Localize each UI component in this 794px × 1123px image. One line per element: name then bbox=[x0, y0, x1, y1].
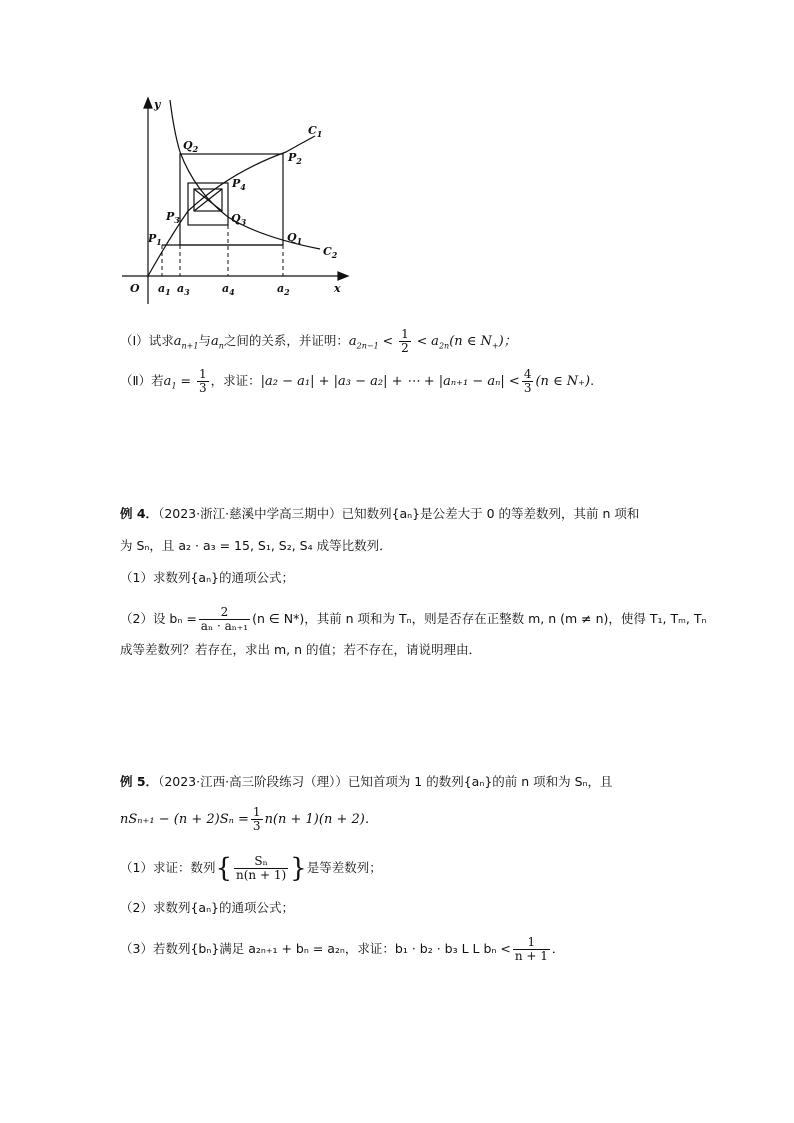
label-c1: $C_1$ bbox=[308, 124, 323, 139]
part2-text-a: 若 bbox=[151, 373, 164, 389]
label-a1: $a_1$ bbox=[158, 282, 171, 297]
part1-label: （Ⅰ） bbox=[120, 333, 149, 349]
label-p1: $P_1$ bbox=[148, 232, 162, 247]
label-a4: $a_4$ bbox=[222, 282, 235, 297]
problem5-line1 bbox=[120, 776, 613, 789]
bound-fraction: $\frac{4}{3}$ bbox=[523, 367, 532, 396]
problem3-part2 bbox=[120, 368, 594, 395]
part1-an1: $a_{n+1}$ bbox=[173, 334, 199, 351]
part1-an: $a_n$ bbox=[210, 334, 224, 351]
problem5-recurrence-rhs: n(n + 1)(n + 2)． bbox=[264, 812, 378, 828]
label-y: y bbox=[154, 98, 161, 111]
label-p4: $P_4$ bbox=[232, 177, 246, 192]
label-a2: $a_2$ bbox=[277, 282, 290, 297]
problem5-q1 bbox=[120, 855, 382, 882]
problem5-third-fraction: $\frac{1}{3}$ bbox=[252, 805, 261, 834]
part2-text-b: ，求证： bbox=[210, 373, 261, 389]
problem5-q3-a: （3）若数列{bₙ}满足 a₂ₙ₊₁ + bₙ = a₂ₙ，求证：b₁ · b₂ · b₃ L L bₙ < bbox=[120, 941, 511, 957]
problem5-q1-b: 是等差数列； bbox=[306, 860, 382, 876]
problem5-text1: （2023·江西·高三阶段练习（理））已知首项为 1 的数列{aₙ}的前 n 项和为 Sₙ，且 bbox=[158, 774, 613, 789]
problem4-q1: （1）求数列{aₙ}的通项公式； bbox=[120, 570, 294, 585]
label-p3: $P_3$ bbox=[166, 210, 180, 225]
part2-end: . bbox=[590, 373, 595, 389]
cobweb-figure bbox=[110, 92, 360, 307]
part2-label: （Ⅱ） bbox=[120, 373, 152, 389]
problem4-line1 bbox=[120, 508, 639, 521]
problem5-bound-fraction: $\frac{1}{n + 1}$ bbox=[514, 935, 548, 964]
problem4-q2-cont: 成等差数列？若存在，求出 m, n 的值；若不存在，请说明理由． bbox=[120, 642, 481, 657]
problem5-line2 bbox=[120, 806, 378, 833]
problem5-q1-a: （1）求证：数列 bbox=[120, 860, 216, 876]
part2-cond: (n ∈ N₊) bbox=[535, 374, 591, 390]
part1-ineq-left: $a_{2n-1}$ bbox=[348, 334, 379, 351]
part1-lt2: < bbox=[412, 333, 432, 349]
label-p2: $P_2$ bbox=[288, 151, 302, 166]
label-q1: $Q_1$ bbox=[287, 231, 303, 246]
third-fraction: $\frac{1}{3}$ bbox=[198, 367, 207, 396]
problem4-label: 例 4． bbox=[120, 506, 159, 521]
label-a3: $a_3$ bbox=[177, 282, 190, 297]
label-x: x bbox=[334, 282, 341, 295]
part1-lt1: < bbox=[378, 333, 398, 349]
problem5-q2: （2）求数列{aₙ}的通项公式； bbox=[120, 900, 294, 915]
problem4-q2-a: （2）设 bₙ = bbox=[120, 611, 197, 627]
part2-a1: $a_1$ bbox=[163, 374, 177, 391]
part2-sum: |a₂ − a₁| + |a₃ − a₂| + ⋯ + |aₙ₊₁ − aₙ| < bbox=[260, 374, 520, 390]
y-axis-arrow bbox=[144, 98, 152, 108]
part1-ineq-right: $a_{2n}$ bbox=[431, 334, 450, 351]
problem5-recurrence: nSₙ₊₁ − (n + 2)Sₙ = bbox=[120, 812, 249, 828]
problem4-bn-fraction: $\frac{2}{\text{aₙ · aₙ₊₁}}$ bbox=[200, 605, 249, 634]
left-brace: { bbox=[215, 853, 233, 884]
problem4-text1: （2023·浙江·慈溪中学高三期中）已知数列{aₙ}是公差大于 0 的等差数列，其前 n 项和 bbox=[158, 506, 640, 521]
problem5-label: 例 5． bbox=[120, 774, 159, 789]
part1-text-a: 试求 bbox=[148, 333, 174, 349]
part1-text-b: 与 bbox=[198, 333, 211, 349]
half-fraction: $\frac{1}{2}$ bbox=[401, 327, 409, 356]
part2-eq: = bbox=[176, 373, 195, 389]
x-axis-arrow bbox=[338, 272, 348, 280]
part1-cond: (n ∈ $N_+$)； bbox=[449, 334, 517, 351]
label-q3: $Q_3$ bbox=[231, 212, 247, 227]
problem3-part1 bbox=[120, 328, 517, 355]
problem5-q3-end: ． bbox=[551, 941, 565, 957]
label-q2: $Q_2$ bbox=[183, 139, 199, 154]
problem5-q3 bbox=[120, 936, 564, 963]
problem5-sn-fraction: $\frac{\text{Sₙ}}{n(n + 1)}$ bbox=[236, 854, 287, 883]
part1-text-c: 之间的关系，并证明： bbox=[223, 333, 349, 349]
right-brace: } bbox=[290, 853, 307, 884]
label-c2: $C_2$ bbox=[323, 245, 338, 260]
problem4-q2-b: (n ∈ N*)，其前 n 项和为 Tₙ，则是否存在正整数 m, n (m ≠ n)，使得 T₁, Tₘ, Tₙ bbox=[252, 611, 707, 627]
problem4-q2 bbox=[120, 606, 706, 633]
label-o: O bbox=[130, 282, 140, 295]
outer-rectangle bbox=[180, 154, 283, 245]
problem4-line2: 为 Sₙ，且 a₂ · a₃ = 15, S₁, S₂, S₄ 成等比数列． bbox=[120, 538, 392, 553]
